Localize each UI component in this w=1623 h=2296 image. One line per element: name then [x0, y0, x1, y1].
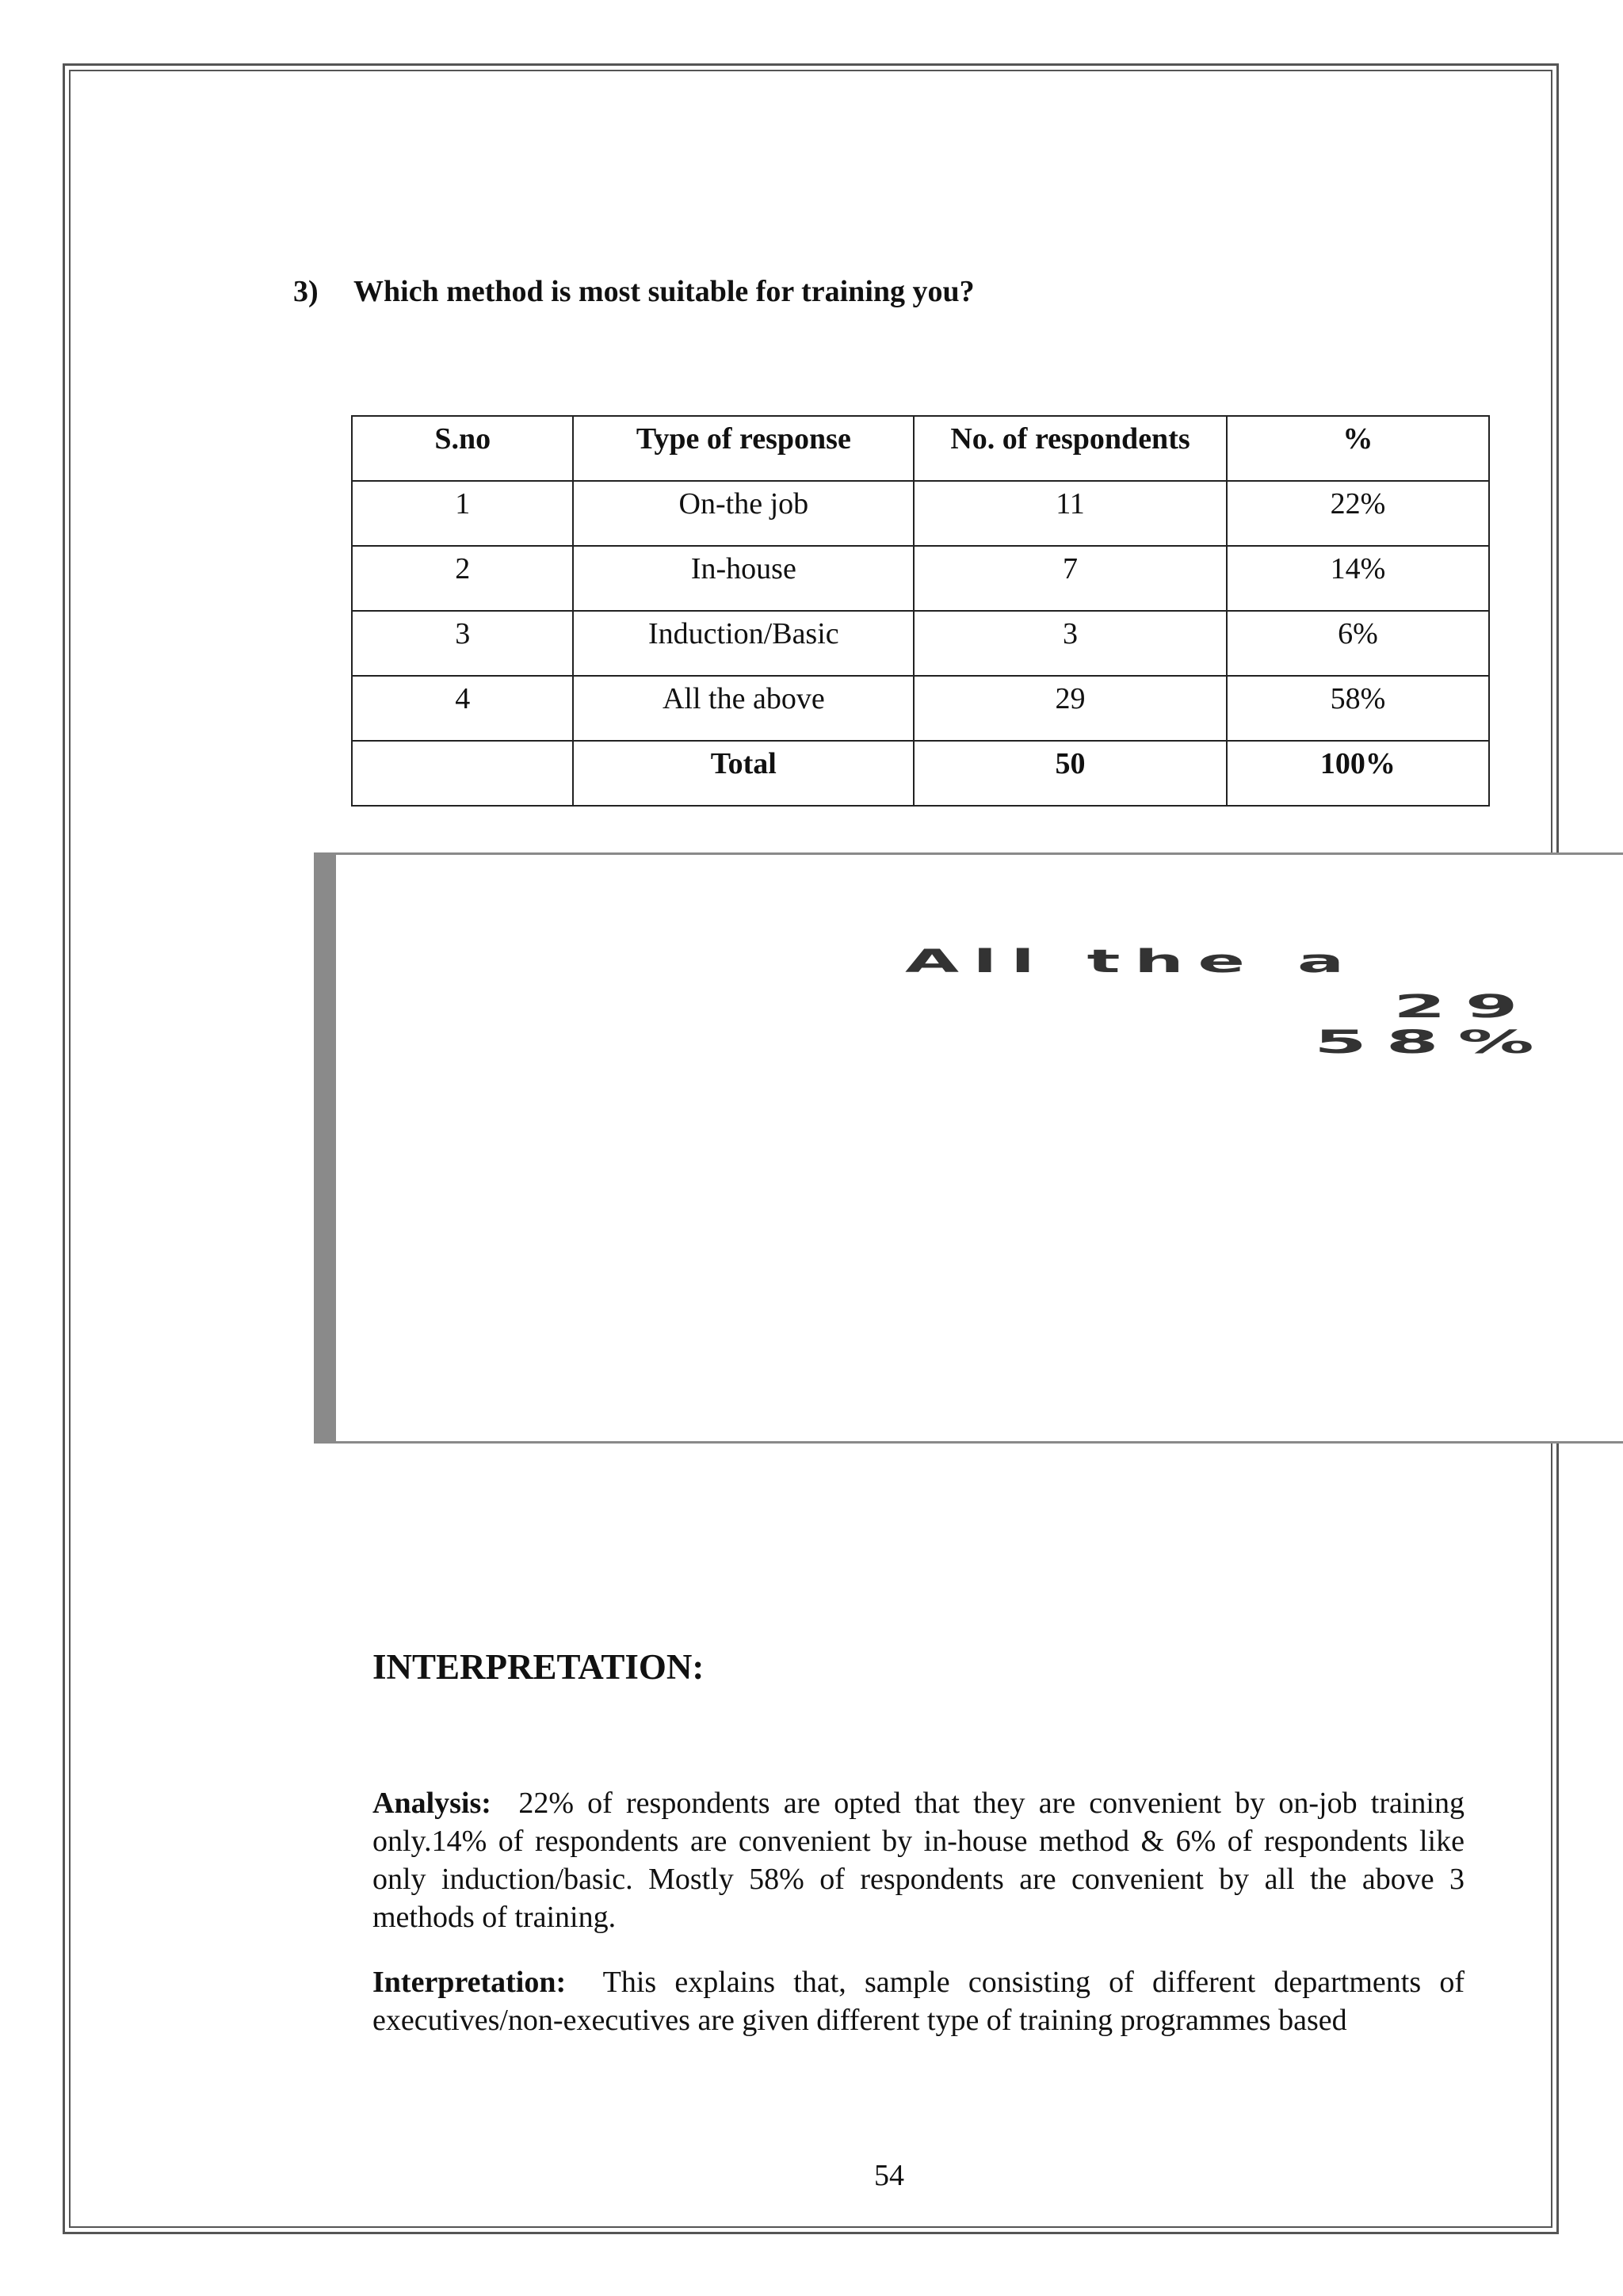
table-header-row — [352, 416, 1489, 481]
page-number: 54 — [874, 2159, 904, 2192]
cell-respondents: 3 — [914, 611, 1227, 676]
table-total-row — [352, 741, 1489, 806]
cell-percent: 22% — [1227, 481, 1489, 546]
header-sno: S.no — [352, 416, 573, 481]
interpretation-text: This explains that, sample consisting of different departments of executives/non-executives are given different type of training programmes based — [372, 1966, 1465, 2037]
cell-type: On-the job — [573, 481, 914, 546]
analysis-paragraph — [372, 1784, 1465, 1936]
cell-type: All the above — [573, 676, 914, 741]
question-heading — [293, 274, 975, 309]
cell-respondents: 11 — [914, 481, 1227, 546]
response-table — [351, 415, 1490, 807]
table-row — [352, 611, 1489, 676]
cell-percent: 6% — [1227, 611, 1489, 676]
cell-type: In-house — [573, 546, 914, 611]
cell-respondents: 7 — [914, 546, 1227, 611]
chart-category-label: All the a — [905, 944, 1358, 980]
cell-sno: 4 — [352, 676, 573, 741]
analysis-label: Analysis: — [372, 1787, 491, 1820]
interpretation-heading: INTERPRETATION: — [372, 1647, 705, 1687]
cell-respondents: 29 — [914, 676, 1227, 741]
chart-count-label: 29 — [1393, 989, 1537, 1025]
interpretation-label: Interpretation: — [372, 1966, 567, 1999]
cell-sno: 1 — [352, 481, 573, 546]
chart-percent-label: 58% — [1314, 1024, 1553, 1061]
header-percent: % — [1227, 416, 1489, 481]
question-number: 3) — [293, 275, 319, 308]
chart-left-bar — [314, 855, 336, 1441]
cell-sno: 2 — [352, 546, 573, 611]
total-respondents: 50 — [914, 741, 1227, 806]
table-row — [352, 676, 1489, 741]
cell-sno: 3 — [352, 611, 573, 676]
chart-fragment — [314, 852, 1623, 1444]
analysis-text: 22% of respondents are opted that they are convenient by on-job training only.14% of respondents are convenient by in-house method & 6% of respondents like only induction/basic. Mostly 58% of respondents are convenient by all the above 3 methods of training. — [372, 1787, 1465, 1934]
header-no-of-respondents: No. of respondents — [914, 416, 1227, 481]
interpretation-paragraph — [372, 1963, 1465, 2039]
cell-percent: 58% — [1227, 676, 1489, 741]
total-sno — [352, 741, 573, 806]
cell-type: Induction/Basic — [573, 611, 914, 676]
question-text: Which method is most suitable for training you? — [353, 275, 975, 308]
table-row — [352, 481, 1489, 546]
total-percent: 100% — [1227, 741, 1489, 806]
header-type-of-response: Type of response — [573, 416, 914, 481]
table-row — [352, 546, 1489, 611]
cell-percent: 14% — [1227, 546, 1489, 611]
total-label: Total — [573, 741, 914, 806]
